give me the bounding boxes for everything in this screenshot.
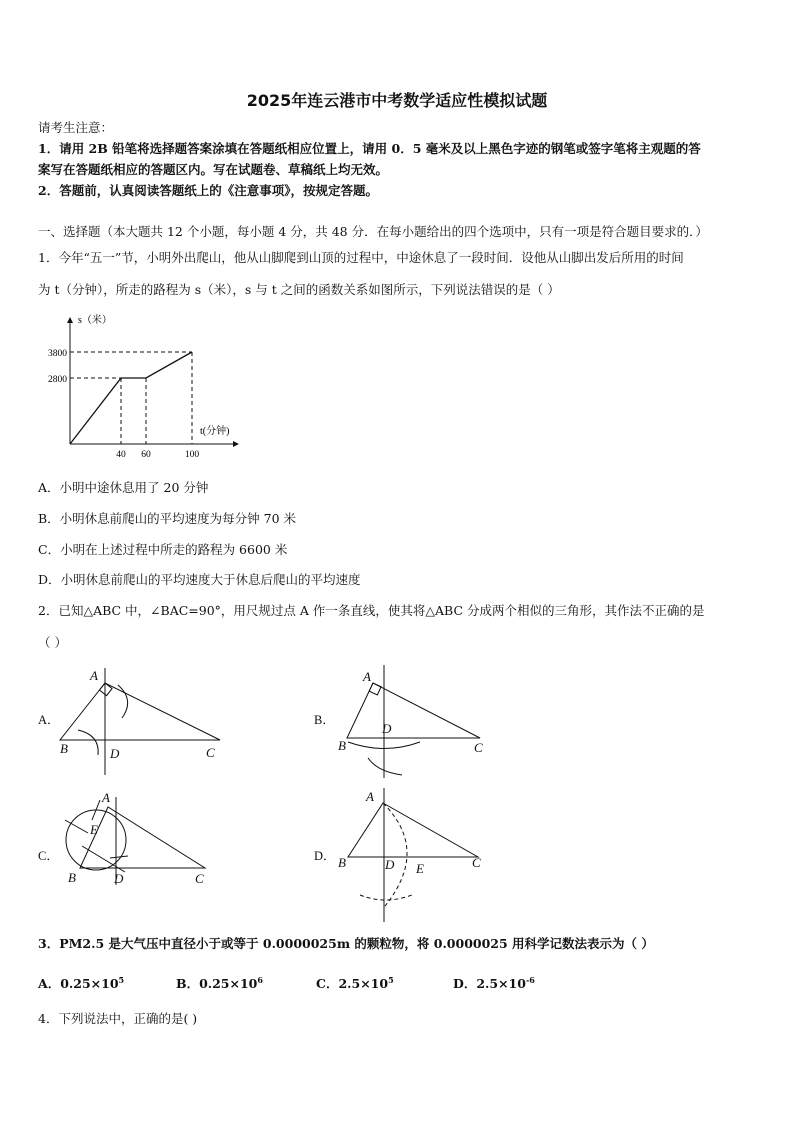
notice-item-2: 2．答题前，认真阅读答题纸上的《注意事项》，按规定答题。 (38, 183, 378, 198)
q2-option-d-label: D． (314, 849, 336, 863)
dashed-guides (70, 352, 192, 444)
y-tick-2800: 2800 (48, 375, 67, 385)
fig-d-point-d: D (385, 857, 395, 872)
fig-a-point-b: B (60, 741, 68, 756)
q3-option-c (316, 972, 394, 992)
fig-b-point-b: B (338, 738, 346, 753)
figure-d (348, 788, 478, 922)
fig-a-point-a: A (90, 668, 98, 683)
q1-stem-line-2: 为 t（分钟），所走的路程为 s（米），s 与 t 之间的函数关系如图所示，下列说法错误的是（ ） (38, 282, 560, 297)
fig-b-point-c: C (474, 740, 483, 755)
notice-item-1-line-2: 案写在答题纸相应的答题区内。写在试题卷、草稿纸上均无效。 (38, 162, 389, 177)
x-axis-label: t(分钟) (200, 426, 230, 437)
figure-a (60, 668, 220, 775)
y-axis-label: s（米） (78, 315, 112, 326)
fig-c-point-a: A (102, 790, 110, 805)
notice-heading: 请考生注意： (38, 120, 114, 135)
q1-distance-time-graph (30, 310, 250, 465)
q1-option-c: C．小明在上述过程中所走的路程为 6600 米 (38, 542, 288, 557)
y-tick-3800: 3800 (48, 349, 67, 359)
fig-c-point-e: E (90, 822, 98, 837)
fig-c-point-b: B (68, 870, 76, 885)
q1-option-a: A．小明中途休息用了 20 分钟 (38, 480, 209, 495)
fig-d-point-b: B (338, 855, 346, 870)
fig-a-point-c: C (206, 745, 215, 760)
q2-stem-line-1: 2．已知△ABC 中，∠BAC=90°，用尺规过点 A 作一条直线，使其将△ABC 分成两个相似的三角形，其作法不正确的是 (38, 603, 705, 618)
q2-option-b-label: B． (314, 713, 335, 727)
q3-option-b (176, 972, 263, 992)
q3-option-d (453, 972, 535, 992)
q4-stem: 4．下列说法中，正确的是( ) (38, 1011, 198, 1026)
fig-d-point-e: E (416, 861, 424, 876)
q3-option-c-text: C．2.5×10 (316, 976, 389, 991)
q3-option-a-text: A．0.25×10 (38, 976, 119, 991)
distance-series-line (70, 352, 192, 444)
fig-b-point-d: D (382, 721, 392, 736)
fig-c-point-d: D (114, 871, 124, 886)
q3-stem: 3．PM2.5 是大气压中直径小于或等于 0.0000025m 的颗粒物，将 0.0000025 用科学记数法表示为（ ） (38, 936, 654, 951)
q1-stem-line-1: 1．今年“五一”节，小明外出爬山，他从山脚爬到山顶的过程中，中途休息了一段时间．设他从山脚出发后所用的时间 (38, 250, 684, 265)
q2-stem-line-2: （ ） (38, 635, 67, 650)
fig-d-point-a: A (366, 789, 374, 804)
notice-item-1-line-1: 1．请用 2B 铅笔将选择题答案涂填在答题纸相应位置上，请用 0．5 毫米及以上黑色字迹的钢笔或签字笔将主观题的答 (38, 141, 701, 156)
fig-b-point-a: A (363, 669, 371, 684)
q3-option-a (38, 972, 124, 992)
q3-option-d-text: D．2.5×10 (453, 976, 526, 991)
q3-option-c-exponent: 5 (388, 975, 394, 985)
q2-construction-figures (30, 660, 770, 925)
q3-option-a-exponent: 5 (118, 975, 125, 985)
page-title: 2025年连云港市中考数学适应性模拟试题 (246, 91, 548, 110)
figure-c (65, 797, 205, 885)
q2-option-c-label: C． (38, 849, 59, 863)
q2-option-a-label: A． (38, 713, 60, 727)
q3-option-b-exponent: 6 (257, 975, 263, 985)
q1-option-b: B．小明休息前爬山的平均速度为每分钟 70 米 (38, 511, 297, 526)
fig-a-point-d: D (110, 746, 120, 761)
q1-option-d: D．小明休息前爬山的平均速度大于休息后爬山的平均速度 (38, 572, 361, 587)
x-tick-40: 40 (116, 450, 126, 460)
fig-c-point-c: C (195, 871, 204, 886)
q3-option-d-exponent: -6 (525, 975, 535, 985)
section-heading: 一、选择题（本大题共 12 个小题，每小题 4 分，共 48 分．在每小题给出的四个选项中，只有一项是符合题目要求的．） (38, 224, 708, 239)
fig-d-point-c: C (472, 855, 481, 870)
x-tick-60: 60 (141, 450, 151, 460)
x-tick-100: 100 (184, 450, 200, 460)
q3-option-b-text: B．0.25×10 (176, 976, 258, 991)
